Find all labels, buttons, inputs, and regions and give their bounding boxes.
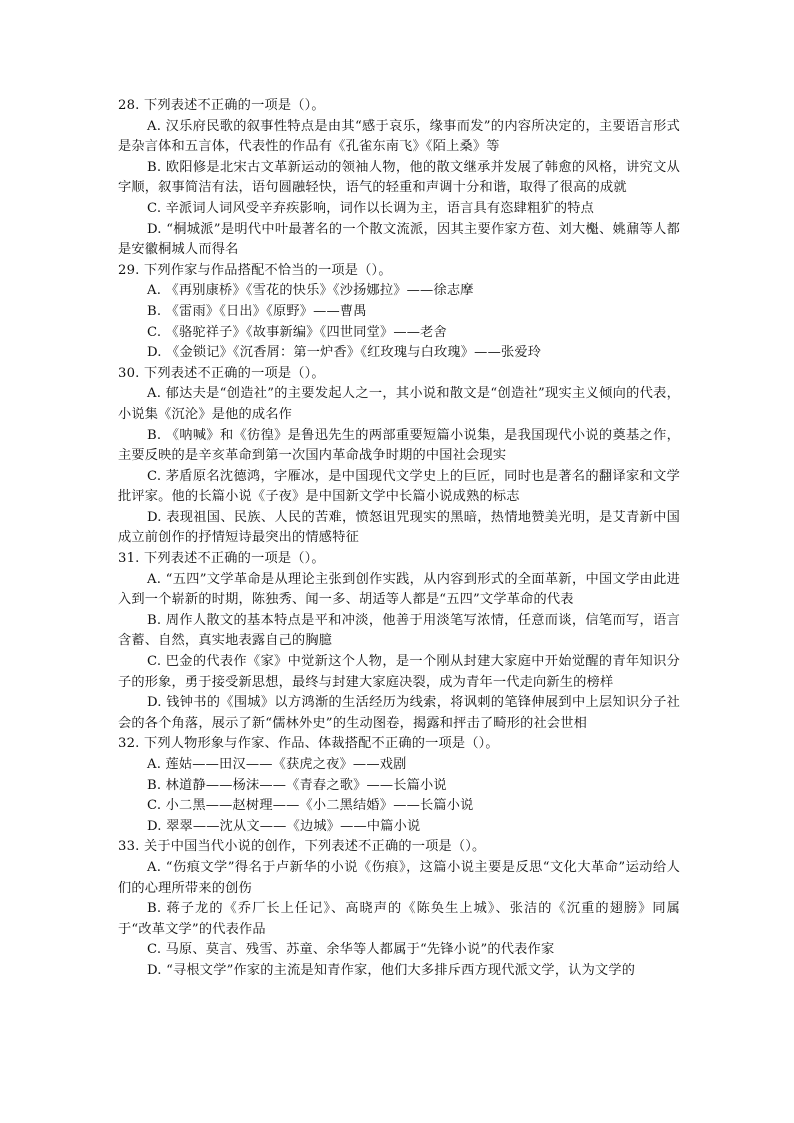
- option-d: D. 《金锁记》《沉香屑：第一炉香》《红玫瑰与白玫瑰》——张爱玲: [147, 345, 542, 361]
- option-c: C. 小二黑——赵树理——《小二黑结婚》——长篇小说: [147, 798, 474, 814]
- question-30: [118, 364, 680, 549]
- option-b: B. 《呐喊》和《彷徨》是鲁迅先生的两部重要短篇小说集，是我国现代小说的奠基之作，主要反映的是辛亥革命到第一次国内革命战争时期的中国社会现实: [118, 427, 680, 464]
- question-stem: 31. 下列表述不正确的一项是（）。: [118, 551, 325, 567]
- question-33: [118, 837, 680, 981]
- option-d: D. 表现祖国、民族、人民的苦难，愤怒诅咒现实的黑暗，热情地赞美光明，是艾青新中国成立前创作的抒情短诗最突出的情感特征: [118, 509, 680, 546]
- option-c: C. 马原、莫言、残雪、苏童、余华等人都属于“先锋小说”的代表作家: [147, 942, 555, 958]
- option-a: A. “伤痕文学”得名于卢新华的小说《伤痕》，这篇小说主要是反思“文化大革命”运动给人们的心理所带来的创伤: [118, 859, 680, 896]
- option-d: D. 钱钟书的《围城》以方鸿渐的生活经历为线索，将讽刺的笔锋伸展到中上层知识分子社会的各个角落，展示了新“儒林外史”的生动图卷，揭露和抨击了畸形的社会世相: [118, 695, 680, 731]
- question-stem: 33. 关于中国当代小说的创作，下列表述不正确的一项是（）。: [118, 839, 486, 855]
- option-c: C. 茅盾原名沈德鸿，字雁冰，是中国现代文学史上的巨匠，同时也是著名的翻译家和文学批评家。他的长篇小说《子夜》是中国新文学中长篇小说成熟的标志: [118, 468, 680, 505]
- question-stem: 32. 下列人物形象与作家、作品、体裁搭配不正确的一项是（）。: [118, 736, 499, 752]
- option-d: D. “桐城派”是明代中叶最著名的一个散文流派，因其主要作家方苞、刘大櫆、姚鼐等人都是安徽桐城人而得名: [118, 221, 680, 258]
- question-29: [118, 261, 680, 364]
- question-31: [118, 549, 680, 734]
- option-a: A. 郁达夫是“创造社”的主要发起人之一，其小说和散文是“创造社”现实主义倾向的代表，小说集《沉沦》是他的成名作: [118, 386, 680, 422]
- option-d: D. 翠翠——沈从文——《边城》——中篇小说: [147, 818, 421, 834]
- option-a: A. 莲姑——田汉——《获虎之夜》——戏剧: [147, 757, 407, 772]
- option-b: B. 《雷雨》《日出》《原野》——曹禺: [147, 303, 367, 319]
- option-c: C. 辛派词人词风受辛弃疾影响，词作以长调为主，语言具有恣肆粗犷的特点: [147, 200, 595, 216]
- option-a: A. 汉乐府民歌的叙事性特点是由其“感于哀乐，缘事而发”的内容所决定的，主要语言形式是杂言体和五言体，代表性的作品有《孔雀东南飞》《陌上桑》等: [118, 118, 680, 155]
- question-stem: 29. 下列作家与作品搭配不恰当的一项是（）。: [118, 262, 392, 278]
- option-b: B. 林道静——杨沫——《青春之歌》——长篇小说: [147, 777, 447, 793]
- option-c: C. 《骆驼祥子》《故事新编》《四世同堂》——老舍: [147, 324, 447, 340]
- question-28: [118, 96, 680, 261]
- option-c: C. 巴金的代表作《家》中觉新这个人物，是一个刚从封建大家庭中开始觉醒的青年知识分子的形象，勇于接受新思想，最终与封建大家庭决裂，成为青年一代走向新生的榜样: [118, 654, 680, 690]
- option-b: B. 周作人散文的基本特点是平和冲淡，他善于用淡笔写浓情，任意而谈，信笔而写，语言含蓄、自然，真实地表露自己的胸臆: [118, 612, 680, 649]
- option-b: B. 蒋子龙的《乔厂长上任记》、高晓声的《陈奂生上城》、张洁的《沉重的翅膀》同属于“改革文学”的代表作品: [118, 901, 680, 937]
- option-a: A. 《再别康桥》《雪花的快乐》《沙扬娜拉》——徐志摩: [147, 283, 474, 299]
- question-stem: 30. 下列表述不正确的一项是（）。: [118, 365, 325, 381]
- question-stem: 28. 下列表述不正确的一项是（）。: [118, 98, 325, 113]
- option-d: D. “寻根文学”作家的主流是知青作家，他们大多排斥西方现代派文学，认为文学的: [147, 962, 636, 978]
- question-32: [118, 734, 680, 837]
- option-b: B. 欧阳修是北宋古文革新运动的领袖人物，他的散文继承并发展了韩愈的风格，讲究文从字顺，叙事简洁有法，语句圆融轻快，语气的轻重和声调十分和谐，取得了很高的成就: [118, 159, 680, 196]
- option-a: A. “五四”文学革命是从理论主张到创作实践，从内容到形式的全面革新，中国文学由此进入到一个崭新的时期，陈独秀、闻一多、胡适等人都是“五四”文学革命的代表: [118, 571, 680, 608]
